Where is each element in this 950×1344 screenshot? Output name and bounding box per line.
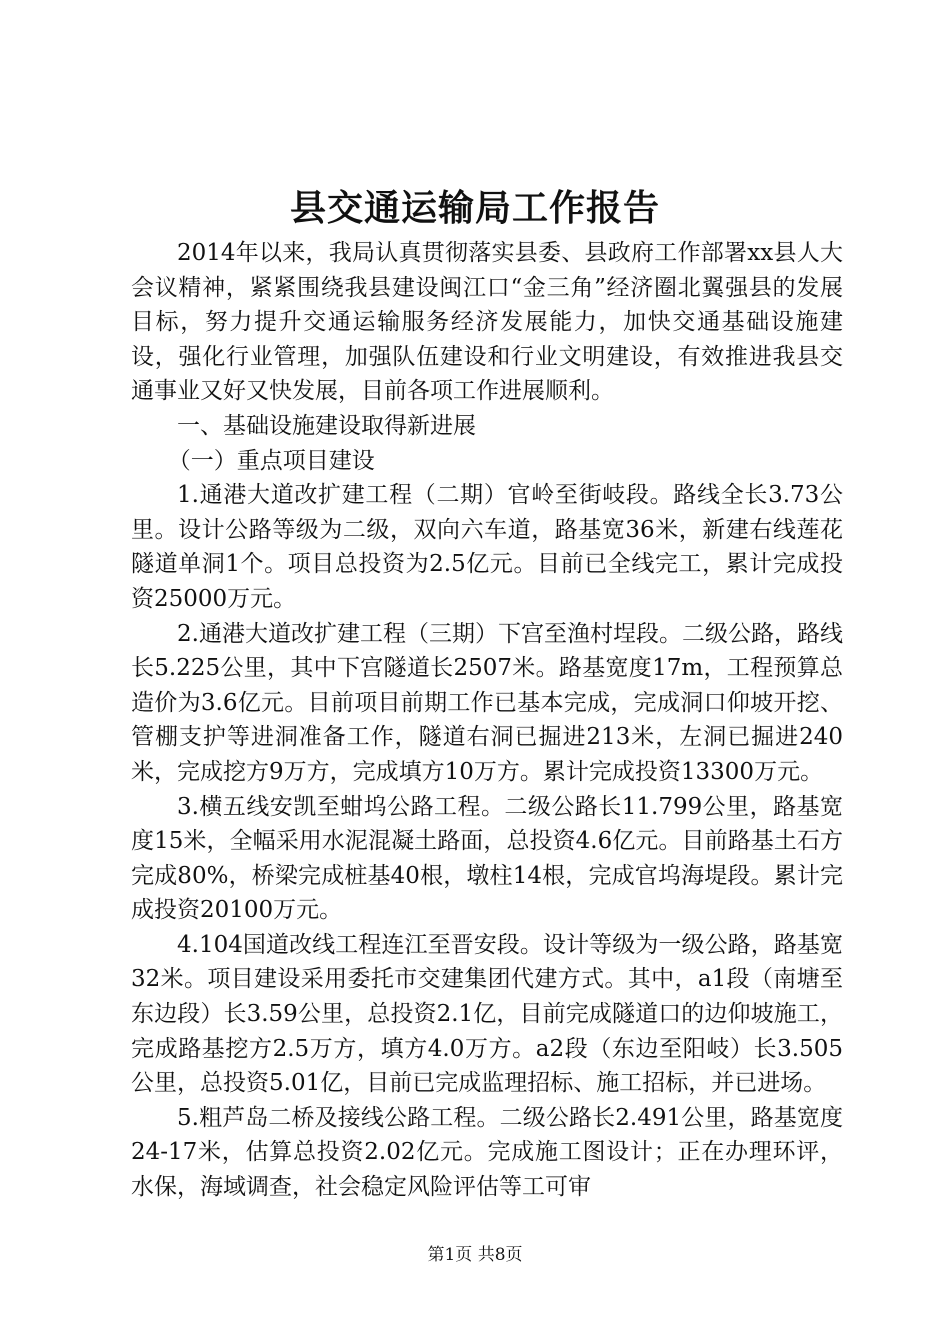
project-item-1: 1.通港大道改扩建工程（二期）官岭至街岐段。路线全长3.73公里。设计公路等级为二级，双向六车道，路基宽36米，新建右线莲花隧道单洞1个。项目总投资为2.5亿元。目前已全线完工，累计完成投资25000万元。 [131, 482, 843, 612]
document-title: 县交通运输局工作报告 [289, 187, 660, 229]
document-body [131, 236, 843, 1205]
project-item-4: 4.104国道改线工程连江至晋安段。设计等级为一级公路，路基宽32米。项目建设采用委托市交建集团代建方式。其中，a1段（南塘至东边段）长3.59公里，总投资2.1亿，目前完成隧道口的边仰坡施工，完成路基挖方2.5万方，填方4.0万方。a2段（东边至阳岐）长3.505公里，总投资5.01亿，目前已完成监理招标、施工招标，并已进场。 [131, 931, 843, 1097]
page-number-footer: 第1页 共8页 [427, 1245, 523, 1265]
project-item-5: 5.粗芦岛二桥及接线公路工程。二级公路长2.491公里，路基宽度24-17米，估算总投资2.02亿元。完成施工图设计；正在办理环评，水保，海域调查，社会稳定风险评估等工可审 [131, 1104, 843, 1201]
subsection-heading: （一）重点项目建设 [167, 447, 375, 474]
section-heading: 一、基础设施建设取得新进展 [177, 412, 476, 439]
intro-paragraph: 2014年以来，我局认真贯彻落实县委、县政府工作部署xx县人大会议精神，紧紧围绕我县建设闽江口“金三角”经济圈北翼强县的发展目标，努力提升交通运输服务经济发展能力，加快交通基础设施建设，强化行业管理，加强队伍建设和行业文明建设，有效推进我县交通事业又好又快发展，目前各项工作进展顺利。 [131, 240, 843, 405]
project-item-3: 3.横五线安凯至蚶坞公路工程。二级公路长11.799公里，路基宽度15米，全幅采用水泥混凝土路面，总投资4.6亿元。目前路基土石方完成80%，桥梁完成桩基40根，墩柱14根，完成官坞海堤段。累计完成投资20100万元。 [131, 793, 843, 924]
project-item-2: 2.通港大道改扩建工程（三期）下宫至渔村埕段。二级公路，路线长5.225公里，其中下宫隧道长2507米。路基宽度17m，工程预算总造价为3.6亿元。目前项目前期工作已基本完成，完成洞口仰坡开挖、管棚支护等进洞准备工作，隧道右洞已掘进213米，左洞已掘进240米，完成挖方9万方，完成填方10万方。累计完成投资13300万元。 [131, 620, 843, 785]
